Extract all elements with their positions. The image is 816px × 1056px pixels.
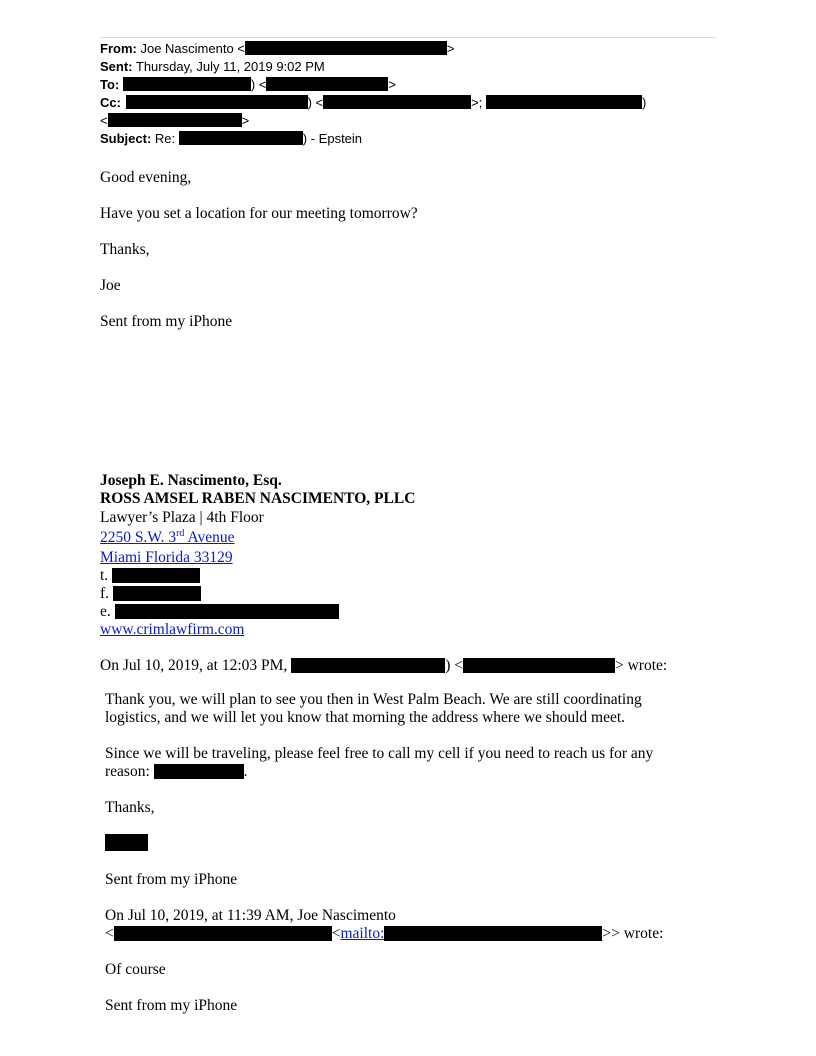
to-line: To: ) < > — [100, 77, 397, 92]
quote2-intro-line2: < <mailto: >> wrote: — [105, 925, 664, 942]
sent-line — [100, 58, 325, 76]
signature-street — [100, 529, 235, 547]
from-label: From: — [100, 41, 137, 56]
redaction — [114, 926, 332, 941]
redaction — [245, 41, 447, 55]
cc-line: Cc: ) < >; ) — [100, 95, 647, 110]
mailto-link[interactable]: mailto: — [340, 925, 385, 942]
subject-text: ) - Epstein — [302, 131, 363, 146]
header-divider — [100, 37, 716, 38]
subject-label: Subject: — [100, 131, 152, 146]
signature-email: e. — [100, 603, 339, 621]
quote1-intro: On Jul 10, 2019, at 12:03 PM, ) < > wrote: — [100, 657, 668, 674]
street-link[interactable]: 2250 S.W. 3rd Avenue — [100, 527, 235, 546]
quote1-para2-line2: reason: . — [105, 763, 248, 780]
signature-office: Lawyer’s Plaza | 4th Floor — [100, 509, 264, 526]
signature-city — [100, 549, 233, 567]
quote2-intro: On Jul 10, 2019, at 11:39 AM, Joe Nascimento — [105, 907, 396, 924]
redaction — [112, 568, 200, 583]
question: Have you set a location for our meeting tomorrow? — [100, 205, 418, 222]
redaction — [113, 586, 201, 601]
quote1-sent-from: Sent from my iPhone — [105, 871, 238, 888]
redaction — [463, 658, 615, 673]
sender-name: Joe — [100, 277, 121, 294]
redaction — [291, 658, 445, 673]
to-label: To: — [100, 77, 120, 92]
redaction — [108, 113, 242, 127]
signature-name: Joseph E. Nascimento, Esq. — [100, 472, 282, 489]
quote2-message: Of course — [105, 961, 166, 978]
sent-from: Sent from my iPhone — [100, 313, 233, 330]
signature-phone: t. — [100, 567, 200, 585]
signature-firm: ROSS AMSEL RABEN NASCIMENTO, PLLC — [100, 490, 416, 507]
quote1-thanks: Thanks, — [105, 799, 155, 816]
website-link[interactable]: www.crimlawfirm.com — [100, 621, 245, 638]
cc-line-2: < > — [100, 113, 250, 128]
quote1-para1-line1: Thank you, we will plan to see you then in West Palm Beach. We are still coordinating — [105, 691, 642, 708]
greeting: Good evening, — [100, 169, 192, 186]
redaction — [323, 95, 471, 109]
redaction — [126, 95, 308, 109]
from-name: Joe Nascimento < — [140, 41, 245, 56]
redaction — [154, 764, 244, 779]
redaction — [123, 77, 251, 91]
redaction — [486, 95, 642, 109]
redaction — [384, 926, 602, 941]
redaction — [179, 131, 303, 145]
thanks: Thanks, — [100, 241, 150, 258]
cc-label: Cc: — [100, 95, 121, 110]
sent-value: Thursday, July 11, 2019 9:02 PM — [135, 59, 325, 74]
sent-label: Sent: — [100, 59, 133, 74]
from-line: From: Joe Nascimento < > — [100, 41, 455, 56]
signature-website — [100, 621, 244, 639]
quote2-sent-from: Sent from my iPhone — [105, 997, 238, 1014]
quote1-para2-line1: Since we will be traveling, please feel free to call my cell if you need to reach us for any — [105, 745, 654, 762]
signature-fax: f. — [100, 585, 201, 603]
subject-line: Subject: Re: ) - Epstein — [100, 131, 363, 146]
redaction — [105, 834, 148, 851]
redaction — [266, 77, 388, 91]
city-link[interactable]: Miami Florida 33129 — [100, 549, 233, 566]
redaction — [115, 604, 339, 619]
quote1-para1-line2: logistics, and we will let you know that morning the address where we should meet. — [105, 709, 626, 726]
